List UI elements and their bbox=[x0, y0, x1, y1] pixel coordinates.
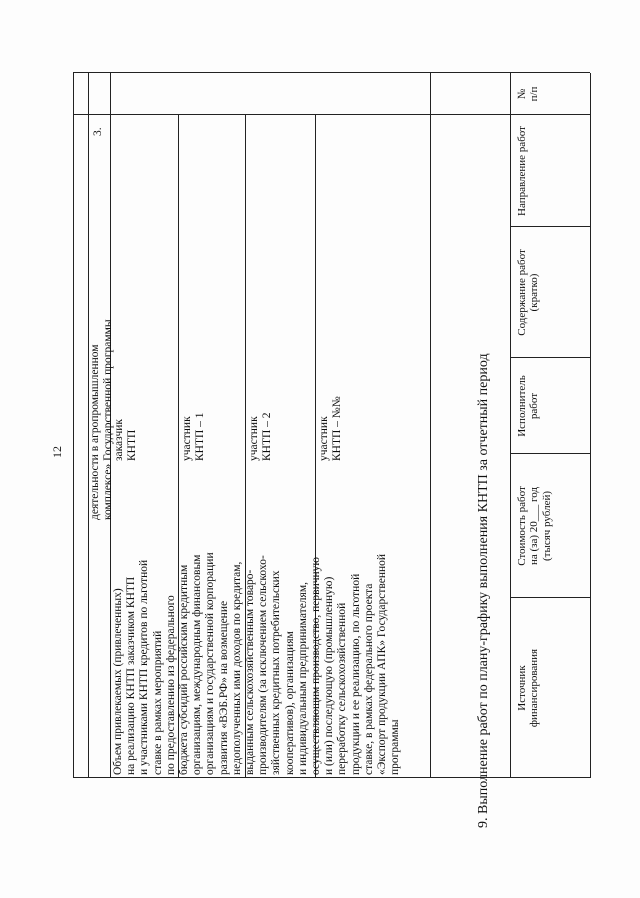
continuation-text: деятельности в агропромышленном комплексе» Государственной программы bbox=[89, 319, 115, 520]
header-direction: Направление работ bbox=[516, 126, 528, 216]
page-number: 12 bbox=[50, 446, 64, 458]
section-title: 9. Выполнение работ по плану-графику выполнения КНТП за отчетный период bbox=[476, 353, 491, 828]
header-cost: Стоимость работ на (за) 20___ год (тысяч рублей) bbox=[516, 486, 553, 566]
participant-customer: заказчик КНТП bbox=[113, 418, 139, 461]
header-content: Содержание работ (кратко) bbox=[516, 249, 541, 336]
header-funding-source: Источник финансирования bbox=[516, 648, 541, 728]
header-executor: Исполнитель работ bbox=[516, 375, 541, 437]
participant-1: участник КНТП – 1 bbox=[181, 412, 207, 461]
participant-2: участник КНТП – 2 bbox=[248, 412, 274, 461]
row-description: Объем привлекаемых (привлеченных) на реализацию КНТП заказчиком КНТП и участниками КНТП кредитов по льготной ставке в рамках мероприятий по предоставлению из федерального бюджета субсидий российским кредитным организациям, международным финансовым организациям и государственной корпорации развития «ВЭБ.РФ» на возмещение недополученных ими доходов по кредитам, выданным сельскохозяйственным товаро- производителям (за исключением сельскохо- зяйственных кредитных потребительских кооперативов), организациям и индивидуальным предпринимателям, осуществляющим производство, первичную и (или) последующую (промышленную) переработку сельскохозяйственной продукции и ее реализацию, по льготной ставке, в рамках федерального проекта «Экспорт продукции АПК» Государственной программы bbox=[112, 552, 402, 775]
participant-n: участник КНТП – №№ bbox=[318, 396, 344, 461]
header-number: № п/п bbox=[516, 86, 541, 102]
row-number: 3. bbox=[92, 127, 104, 136]
